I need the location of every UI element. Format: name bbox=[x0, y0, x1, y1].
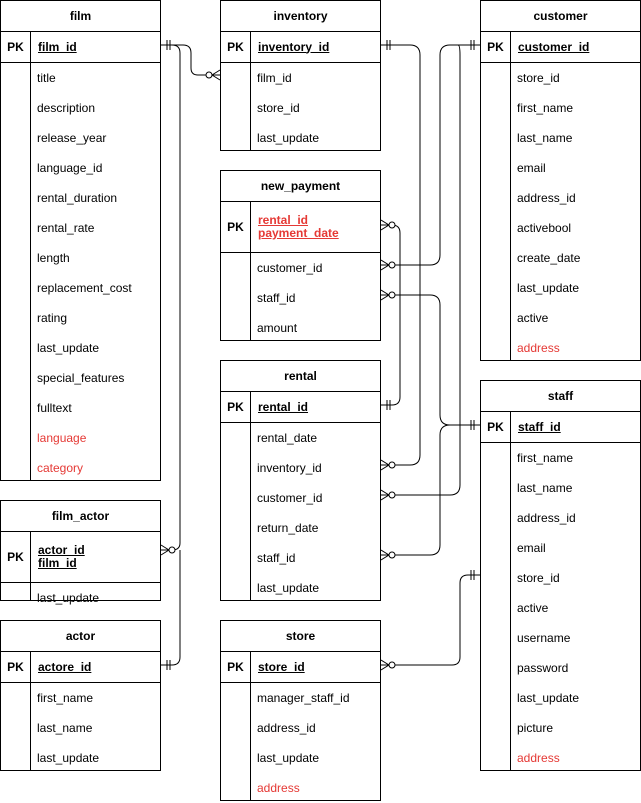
attribute-row: customer_id bbox=[257, 491, 323, 505]
column-divider bbox=[30, 651, 31, 770]
attribute-row: last_update bbox=[257, 581, 320, 595]
attribute-row: rental_date bbox=[257, 431, 318, 445]
many-marker bbox=[381, 265, 389, 270]
inventory-title: inventory bbox=[221, 1, 380, 32]
optional-marker bbox=[389, 552, 395, 558]
attribute-row: description bbox=[37, 101, 96, 115]
rental-title: rental bbox=[221, 361, 380, 392]
many-marker bbox=[381, 660, 389, 665]
attribute-row: rating bbox=[37, 311, 68, 325]
attribute-row: staff_id bbox=[257, 551, 296, 565]
pk-field: store_id bbox=[258, 659, 305, 674]
attribute-row: address_id bbox=[257, 721, 316, 735]
attribute-row: last_update bbox=[517, 281, 580, 295]
attribute-row: email bbox=[517, 541, 546, 555]
attribute-row: last_name bbox=[37, 721, 93, 735]
many-marker bbox=[381, 260, 389, 265]
relationship-film-filmactor bbox=[161, 45, 180, 550]
attribute-row: last_update bbox=[37, 751, 100, 765]
attribute-row: first_name bbox=[517, 101, 574, 115]
attribute-row: address bbox=[517, 751, 560, 765]
many-marker bbox=[381, 460, 389, 465]
relationship-staff-rental bbox=[381, 425, 450, 555]
attribute-row: store_id bbox=[517, 71, 560, 85]
attribute-row: address bbox=[517, 341, 560, 355]
relationship-actor-filmactor bbox=[161, 550, 180, 665]
attribute-row: inventory_id bbox=[257, 461, 322, 475]
optional-marker bbox=[169, 547, 175, 553]
attribute-row: manager_staff_id bbox=[257, 691, 350, 705]
pk-label: PK bbox=[7, 550, 24, 564]
many-marker bbox=[212, 70, 220, 75]
pk-label: PK bbox=[227, 220, 244, 234]
pk-field: rental_id bbox=[258, 213, 309, 227]
pk-field: inventory_id bbox=[258, 39, 330, 54]
actor-title: actor bbox=[1, 621, 160, 652]
attribute-row: return_date bbox=[257, 521, 319, 535]
attribute-row: address_id bbox=[517, 191, 576, 205]
new-payment-title: new_payment bbox=[221, 171, 380, 202]
attribute-row: rental_rate bbox=[37, 221, 95, 235]
many-marker bbox=[381, 290, 389, 295]
pk-field: film_id bbox=[38, 556, 77, 570]
relationship-store-staff bbox=[381, 575, 480, 665]
attribute-row: category bbox=[37, 461, 84, 475]
optional-marker bbox=[389, 292, 395, 298]
attribute-row: first_name bbox=[517, 451, 574, 465]
store-table bbox=[220, 620, 381, 801]
staff-table bbox=[480, 380, 641, 771]
pk-label: PK bbox=[487, 40, 504, 54]
optional-marker bbox=[206, 72, 212, 78]
column-divider bbox=[30, 31, 31, 480]
inventory-table bbox=[220, 0, 381, 151]
attribute-row: replacement_cost bbox=[37, 281, 132, 295]
attribute-row: staff_id bbox=[257, 291, 296, 305]
attribute-row: last_update bbox=[37, 591, 100, 605]
attribute-row: language bbox=[37, 431, 87, 445]
new-payment-table bbox=[220, 170, 381, 341]
optional-marker bbox=[389, 462, 395, 468]
pk-field: actor_id bbox=[38, 543, 85, 557]
relationship-customer-payment bbox=[381, 45, 480, 265]
pk-field: payment_date bbox=[258, 226, 339, 240]
customer-table bbox=[480, 0, 641, 361]
attribute-row: store_id bbox=[517, 571, 560, 585]
attribute-row: length bbox=[37, 251, 70, 265]
pk-label: PK bbox=[487, 420, 504, 434]
many-marker bbox=[381, 220, 389, 225]
attribute-row: username bbox=[517, 631, 571, 645]
attribute-row: last_name bbox=[517, 131, 573, 145]
attribute-row: address_id bbox=[517, 511, 576, 525]
many-marker bbox=[161, 545, 169, 550]
attribute-row: customer_id bbox=[257, 261, 323, 275]
film-actor-title: film_actor bbox=[1, 501, 160, 532]
attribute-row: special_features bbox=[37, 371, 125, 385]
staff-title: staff bbox=[481, 381, 640, 412]
store-title: store bbox=[221, 621, 380, 652]
relationship-rental-payment bbox=[381, 225, 400, 405]
column-divider bbox=[250, 651, 251, 800]
attribute-row: last_update bbox=[257, 751, 320, 765]
attribute-row: email bbox=[517, 161, 546, 175]
pk-label: PK bbox=[7, 40, 24, 54]
film-title: film bbox=[1, 1, 160, 32]
attribute-row: activebool bbox=[517, 221, 572, 235]
actor-table bbox=[0, 620, 161, 771]
attribute-row: film_id bbox=[257, 71, 292, 85]
column-divider bbox=[510, 411, 511, 770]
many-marker bbox=[381, 550, 389, 555]
attribute-row: first_name bbox=[37, 691, 94, 705]
many-marker bbox=[381, 555, 389, 560]
pk-field: film_id bbox=[38, 39, 77, 54]
attribute-row: last_name bbox=[517, 481, 573, 495]
film-table bbox=[0, 0, 161, 481]
column-divider bbox=[250, 201, 251, 340]
pk-field: rental_id bbox=[258, 399, 309, 414]
attribute-row: language_id bbox=[37, 161, 103, 175]
attribute-row: picture bbox=[517, 721, 554, 735]
film-actor-table bbox=[0, 500, 161, 605]
customer-title: customer bbox=[481, 1, 640, 32]
column-divider bbox=[250, 391, 251, 600]
column-divider bbox=[30, 531, 31, 600]
attribute-row: title bbox=[37, 71, 56, 85]
attribute-row: rental_duration bbox=[37, 191, 118, 205]
attribute-row: amount bbox=[257, 321, 298, 335]
pk-label: PK bbox=[227, 400, 244, 414]
rental-table bbox=[220, 360, 381, 601]
attribute-row: address bbox=[257, 781, 300, 795]
attribute-row: active bbox=[517, 601, 549, 615]
attribute-row: store_id bbox=[257, 101, 300, 115]
pk-field: staff_id bbox=[518, 419, 561, 434]
many-marker bbox=[161, 550, 169, 555]
pk-label: PK bbox=[227, 40, 244, 54]
column-divider bbox=[250, 31, 251, 150]
attribute-row: password bbox=[517, 661, 569, 675]
pk-label: PK bbox=[7, 660, 24, 674]
attribute-row: active bbox=[517, 311, 549, 325]
many-marker bbox=[381, 465, 389, 470]
pk-field: customer_id bbox=[518, 39, 590, 54]
attribute-row: last_update bbox=[37, 341, 100, 355]
pk-field: actore_id bbox=[38, 659, 92, 674]
attribute-row: create_date bbox=[517, 251, 581, 265]
relationship-staff-payment bbox=[381, 295, 480, 425]
attribute-row: last_update bbox=[517, 691, 580, 705]
many-marker bbox=[381, 295, 389, 300]
optional-marker bbox=[389, 492, 395, 498]
many-marker bbox=[212, 75, 220, 80]
attribute-row: release_year bbox=[37, 131, 107, 145]
many-marker bbox=[381, 225, 389, 230]
pk-label: PK bbox=[227, 660, 244, 674]
many-marker bbox=[381, 495, 389, 500]
optional-marker bbox=[389, 262, 395, 268]
many-marker bbox=[381, 490, 389, 495]
many-marker bbox=[381, 665, 389, 670]
optional-marker bbox=[389, 222, 395, 228]
attribute-row: fulltext bbox=[37, 401, 72, 415]
attribute-row: last_update bbox=[257, 131, 320, 145]
optional-marker bbox=[389, 662, 395, 668]
column-divider bbox=[510, 31, 511, 360]
